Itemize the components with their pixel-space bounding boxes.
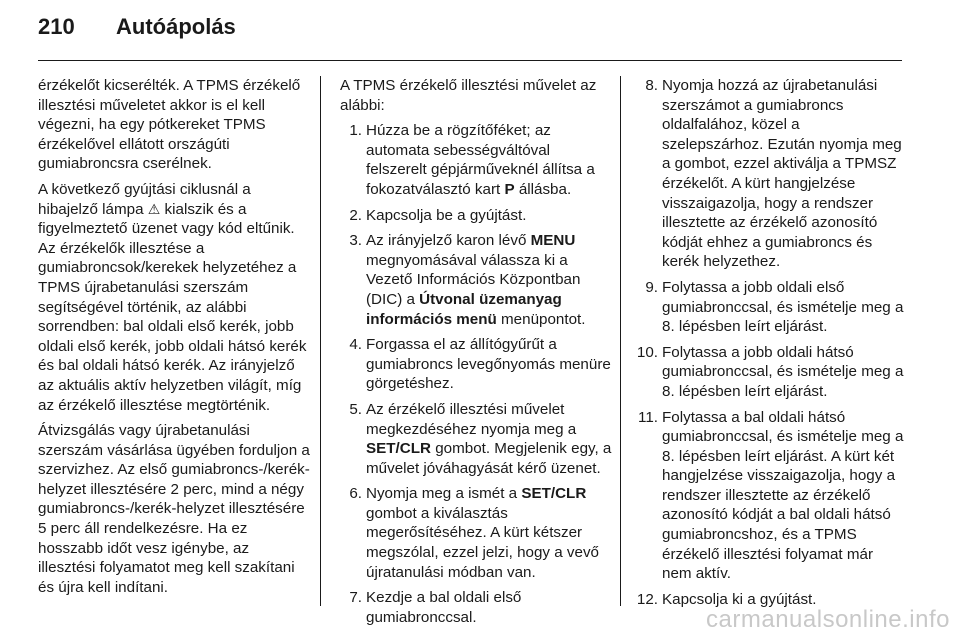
column-1 bbox=[38, 76, 310, 603]
procedure-intro: A TPMS érzékelő illesztési művelet az alábbi: bbox=[340, 77, 597, 114]
paragraph-2-end: kialszik és a figyelmeztető üzenet vagy kód eltűnik. Az érzékelők illesztése a gumiabroncsok/kerekek helyzetéhez a TPMS újrabetanulási szerszám segítségével történik, az alábbi sorrendben: bal oldali első kerék, jobb oldali első kerék, jobb oldali hátsó kerék és bal oldali hátsó kerék. Az irányjelző az aktuális aktív helyzetben világít, míg az érzékelő illesztése megtörténik. bbox=[38, 200, 307, 414]
column-2 bbox=[340, 76, 612, 633]
chapter-title: Autóápolás bbox=[116, 14, 236, 39]
list-item: 12. Kapcsolja ki a gyújtást. bbox=[636, 590, 817, 608]
list-item: 5. Az érzékelő illesztési művelet megkezdéséhez nyomja meg a SET/CLR gombot. Megjelenik egy, a művelet jóváhagyását kérő üzenet. bbox=[349, 400, 612, 477]
paragraph-2 bbox=[38, 180, 310, 415]
watermark: carmanualsonline.info bbox=[706, 606, 950, 633]
list-item: 4. Forgassa el az állítógyűrűt a gumiabroncs levegőnyomás menüre görgetéshez. bbox=[349, 336, 611, 393]
list-item: 1. Húzza be a rögzítőféket; az automata sebességváltóval felszerelt gépjárműveknél állítsa a fokozatválasztó kart P állásba. bbox=[349, 122, 595, 198]
paragraph-1: érzékelőt kicserélték. A TPMS érzékelő illesztési műveletet akkor is el kell végezni, ha egy pótkereket TPMS érzékelővel ellátott országúti gumiabroncsra cserélnek. bbox=[38, 77, 301, 173]
list-item: 8. Nyomja hozzá az újrabetanulási szerszámot a gumiabroncs oldalfalához, közel a szelepszárhoz. Ezután nyomja meg a gombot, ezzel aktiválja a TPMSZ érzékelőt. A kürt hangjelzése visszaigazolja, hogy a rendszer illesztette az érzékelő azonosító kódját ehhez a gumiabroncs és kerék helyzethez. bbox=[645, 77, 902, 271]
list-item: 6. Nyomja meg a ismét a SET/CLR gombot a kiválasztás megerősítéséhez. A kürt kétszer megszólal, ezzel jelzi, hogy a vevő újratanulási módban van. bbox=[349, 485, 599, 581]
list-item: 3. Az irányjelző karon lévő MENU megnyomásával válassza ki a Vezető Információs Központban (DIC) a Útvonal üzemanyag információs menü menüpontot. bbox=[349, 232, 586, 328]
paragraph-2-start: A következő gyújtási ciklusnál a hibajelző lámpa bbox=[38, 180, 251, 218]
column-3 bbox=[632, 76, 904, 615]
column-divider-2 bbox=[620, 76, 621, 606]
list-item: 7. Kezdje a bal oldali első gumiabronccsal. bbox=[349, 589, 522, 626]
list-item: 10. Folytassa a jobb oldali hátsó gumiabronccsal, és ismételje meg a 8. lépésben leírt eljárást. bbox=[636, 343, 904, 400]
tpms-warning-lamp-icon: ⚠ bbox=[147, 200, 161, 217]
list-item: 9. Folytassa a jobb oldali első gumiabronccsal, és ismételje meg a 8. lépésben leírt eljárást. bbox=[645, 278, 904, 336]
column-divider-1 bbox=[320, 76, 321, 606]
procedure-steps-b bbox=[632, 76, 904, 609]
list-item: 2. Kapcsolja be a gyújtást. bbox=[349, 206, 527, 224]
header-rule bbox=[38, 60, 902, 61]
page-number: 210 bbox=[38, 14, 75, 39]
procedure-steps-a bbox=[340, 121, 612, 627]
paragraph-3: Átvizsgálás vagy újrabetanulási szerszám vásárlása ügyében forduljon a szervizhez. Az első gumiabroncs-/kerék-helyzet illesztésére 2 perc, mind a négy gumiabroncs-/kerék-helyzet illesztésére 5 perc áll rendelkezésre. Ha ez hosszabb időt vesz igénybe, az illesztési folyamatot meg kell szakítani és újra kell indítani. bbox=[38, 422, 310, 596]
list-item: 11. Folytassa a bal oldali hátsó gumiabronccsal, és ismételje meg a 8. lépésben leírt eljárást. A kürt két hangjelzése visszaigazolja, hogy a rendszer illesztette az érzékelő azonosító kódját a bal oldali hátsó gumiabroncshoz, és a TPMS érzékelő illesztési folyamat már nem aktív. bbox=[638, 408, 904, 583]
